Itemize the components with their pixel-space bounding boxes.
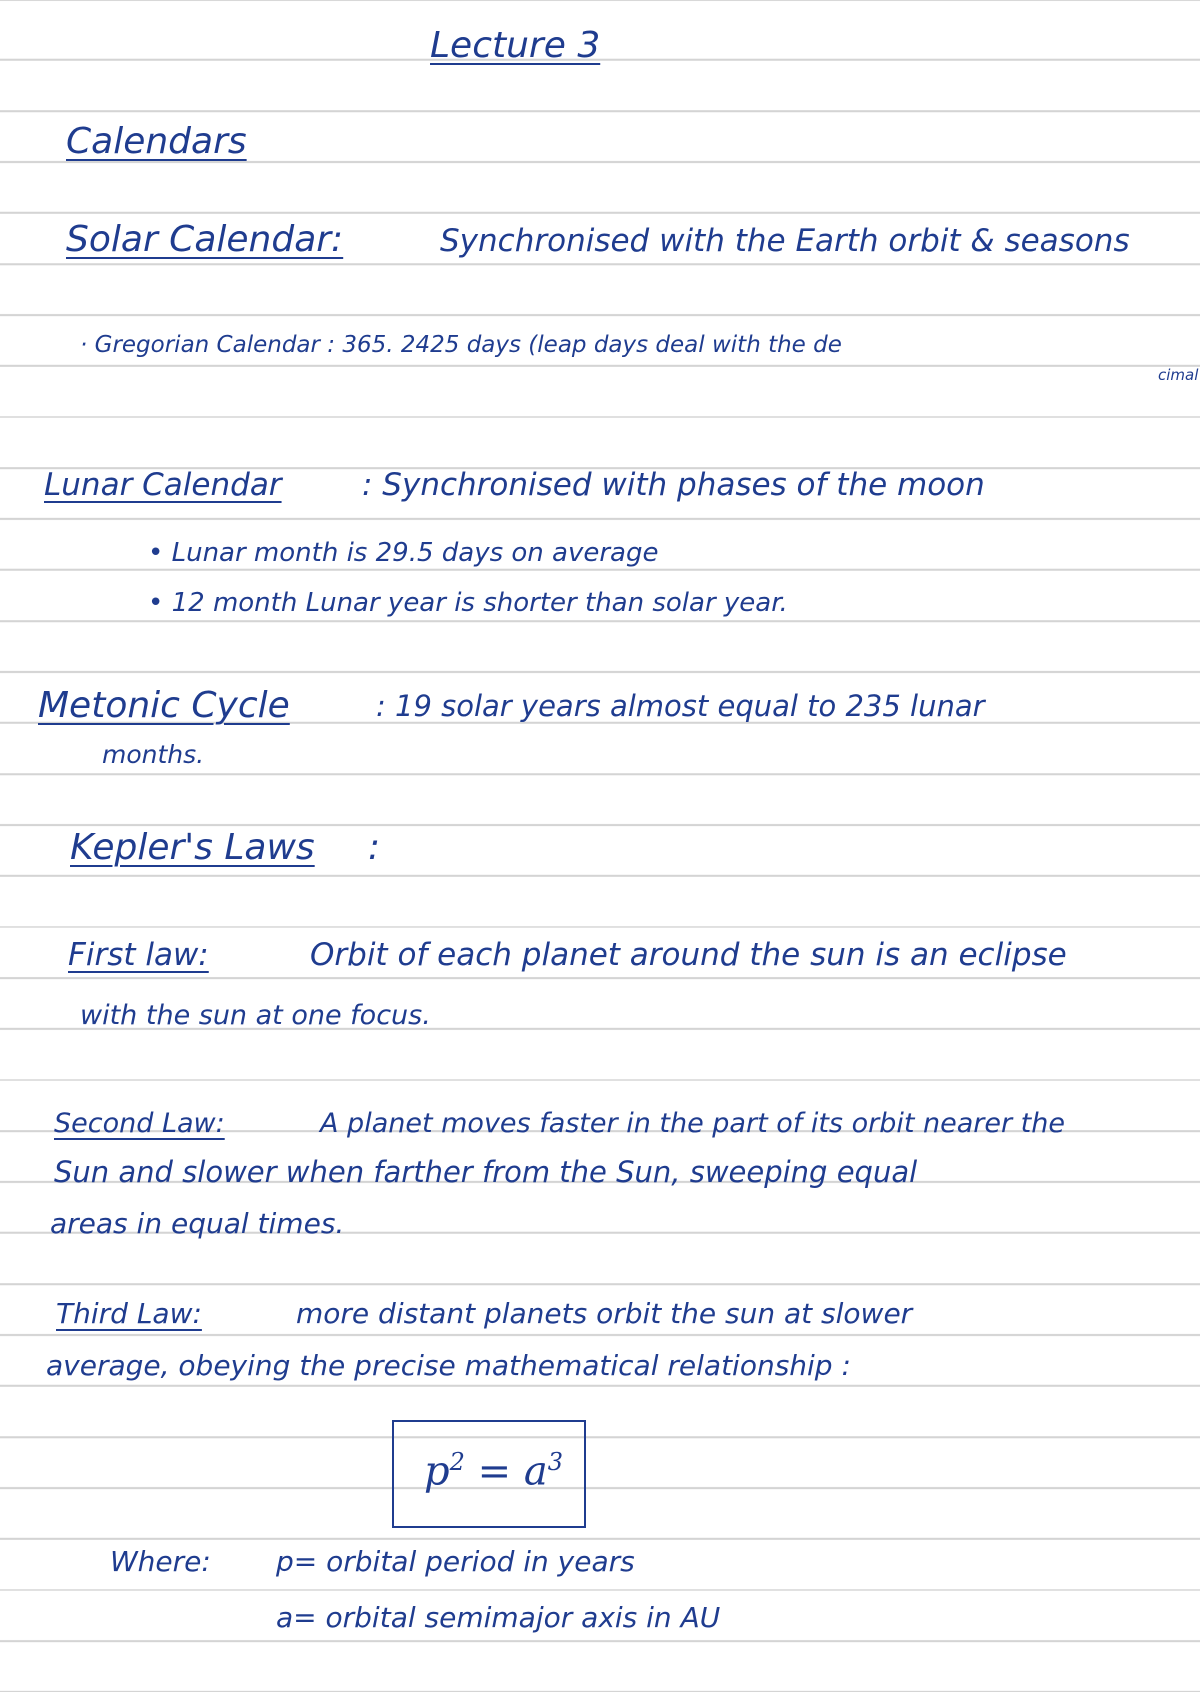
metonic-cycle-description: : 19 solar years almost equal to 235 lunar: [376, 689, 985, 723]
second-law-line-3: areas in equal times.: [50, 1207, 345, 1240]
third-law-label: Third Law:: [56, 1297, 202, 1330]
formula-period-exponent: 2: [449, 1448, 465, 1476]
keplers-laws-colon: :: [368, 827, 381, 868]
formula-axis-exponent: 3: [547, 1448, 563, 1476]
lunar-bullet-year: • 12 month Lunar year is shorter than solar year.: [148, 588, 788, 618]
formula-axis: a: [523, 1448, 548, 1495]
keplers-third-law-formula: [424, 1448, 563, 1494]
page-title: Lecture 3: [430, 25, 601, 66]
second-law-line-1: A planet moves faster in the part of its orbit nearer the: [320, 1108, 1065, 1139]
formula-period: p: [424, 1448, 450, 1495]
first-law-label: First law:: [68, 937, 209, 973]
first-law-line-1: Orbit of each planet around the sun is an eclipse: [310, 937, 1067, 973]
second-law-line-2: Sun and slower when farther from the Sun, sweeping equal: [54, 1155, 918, 1189]
gregorian-calendar-wrap: cimal: [1158, 366, 1199, 384]
where-label: Where:: [110, 1545, 211, 1578]
first-law-line-2: with the sun at one focus.: [80, 1000, 431, 1031]
lunar-calendar-description: : Synchronised with phases of the moon: [362, 467, 985, 503]
section-heading-keplers-laws: Kepler's Laws: [70, 827, 315, 868]
third-law-line-2: average, obeying the precise mathematical relationship :: [46, 1349, 851, 1382]
section-heading-calendars: Calendars: [66, 121, 247, 162]
formula-equals: =: [464, 1448, 524, 1495]
metonic-cycle-label: Metonic Cycle: [38, 685, 290, 726]
where-axis-definition: a= orbital semimajor axis in AU: [276, 1601, 721, 1634]
solar-calendar-description: Synchronised with the Earth orbit & seasons: [440, 223, 1130, 259]
where-period-definition: p= orbital period in years: [276, 1545, 635, 1578]
keplers-third-law-formula-box: [392, 1420, 586, 1528]
lunar-bullet-month: • Lunar month is 29.5 days on average: [148, 538, 659, 568]
solar-calendar-label: Solar Calendar:: [66, 219, 344, 260]
second-law-label: Second Law:: [54, 1108, 225, 1139]
third-law-line-1: more distant planets orbit the sun at slower: [296, 1297, 913, 1330]
gregorian-calendar-line: · Gregorian Calendar : 365. 2425 days (leap days deal with the de: [80, 332, 842, 358]
metonic-cycle-wrap: months.: [102, 740, 205, 769]
lunar-calendar-label: Lunar Calendar: [44, 467, 282, 503]
